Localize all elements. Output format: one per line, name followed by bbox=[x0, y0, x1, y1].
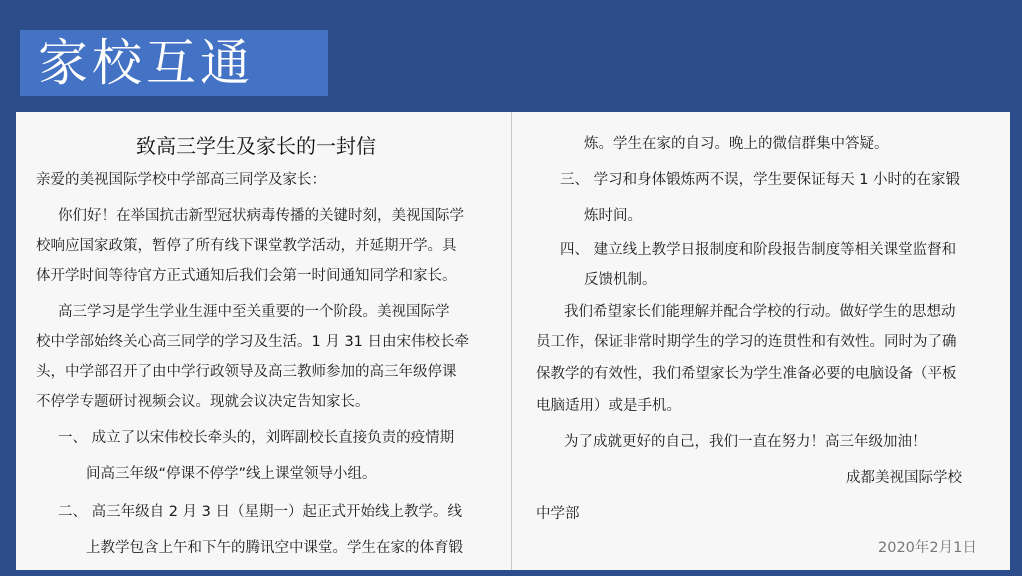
letter-line: 头，中学部召开了由中学行政领导及高三教师参加的高三年级停课 bbox=[36, 364, 457, 380]
letter-line: 间高三年级“停课不停学”线上课堂领导小组。 bbox=[86, 466, 377, 482]
letter-line: 高三学习是学生学业生涯中至关重要的一个阶段。美视国际学 bbox=[58, 304, 450, 320]
letter-line: 炼。学生在家的自习。晚上的微信群集中答疑。 bbox=[584, 136, 889, 152]
letter-title: 致高三学生及家长的一封信 bbox=[136, 134, 376, 158]
letter-date: 2020年2月1日 bbox=[878, 540, 977, 556]
letter-line: 电脑适用）或是手机。 bbox=[536, 398, 681, 414]
letter-line: 上教学包含上午和下午的腾讯空中课堂。学生在家的体育锻 bbox=[86, 540, 463, 556]
letter-line: 三、 学习和身体锻炼两不误，学生要保证每天 1 小时的在家锻 bbox=[560, 172, 961, 188]
salutation: 亲爱的美视国际学校中学部高三同学及家长： bbox=[36, 172, 326, 188]
letter-line: 反馈机制。 bbox=[584, 272, 657, 288]
page-title: 家校互通 bbox=[20, 30, 328, 96]
letter-line: 员工作，保证非常时期学生的学习的连贯性和有效性。同时为了确 bbox=[536, 334, 957, 350]
letter-line: 体开学时间等待官方正式通知后我们会第一时间通知同学和家长。 bbox=[36, 268, 457, 284]
letter-line: 你们好！在举国抗击新型冠状病毒传播的关键时刻，美视国际学 bbox=[58, 208, 464, 224]
letter-line: 二、 高三年级自 2 月 3 日（星期一）起正式开始线上教学。线 bbox=[58, 504, 462, 520]
letter-document bbox=[16, 112, 1010, 570]
department-signature: 中学部 bbox=[536, 506, 580, 522]
letter-line: 不停学专题研讨视频会议。现就会议决定告知家长。 bbox=[36, 394, 370, 410]
letter-line: 我们希望家长们能理解并配合学校的行动。做好学生的思想动 bbox=[564, 304, 956, 320]
letter-line: 校响应国家政策，暂停了所有线下课堂教学活动，并延期开学。具 bbox=[36, 238, 457, 254]
column-divider bbox=[511, 112, 512, 570]
school-signature: 成都美视国际学校 bbox=[846, 470, 962, 486]
letter-line: 为了成就更好的自己，我们一直在努力！高三年级加油！ bbox=[564, 434, 927, 450]
letter-line: 炼时间。 bbox=[584, 208, 642, 224]
letter-line: 校中学部始终关心高三同学的学习及生活。1 月 31 日由宋伟校长牵 bbox=[36, 334, 470, 350]
letter-line: 一、 成立了以宋伟校长牵头的，刘晖副校长直接负责的疫情期 bbox=[58, 430, 455, 446]
letter-line: 四、 建立线上教学日报制度和阶段报告制度等相关课堂监督和 bbox=[560, 242, 957, 258]
letter-line: 保教学的有效性，我们希望家长为学生准备必要的电脑设备（平板 bbox=[536, 366, 957, 382]
